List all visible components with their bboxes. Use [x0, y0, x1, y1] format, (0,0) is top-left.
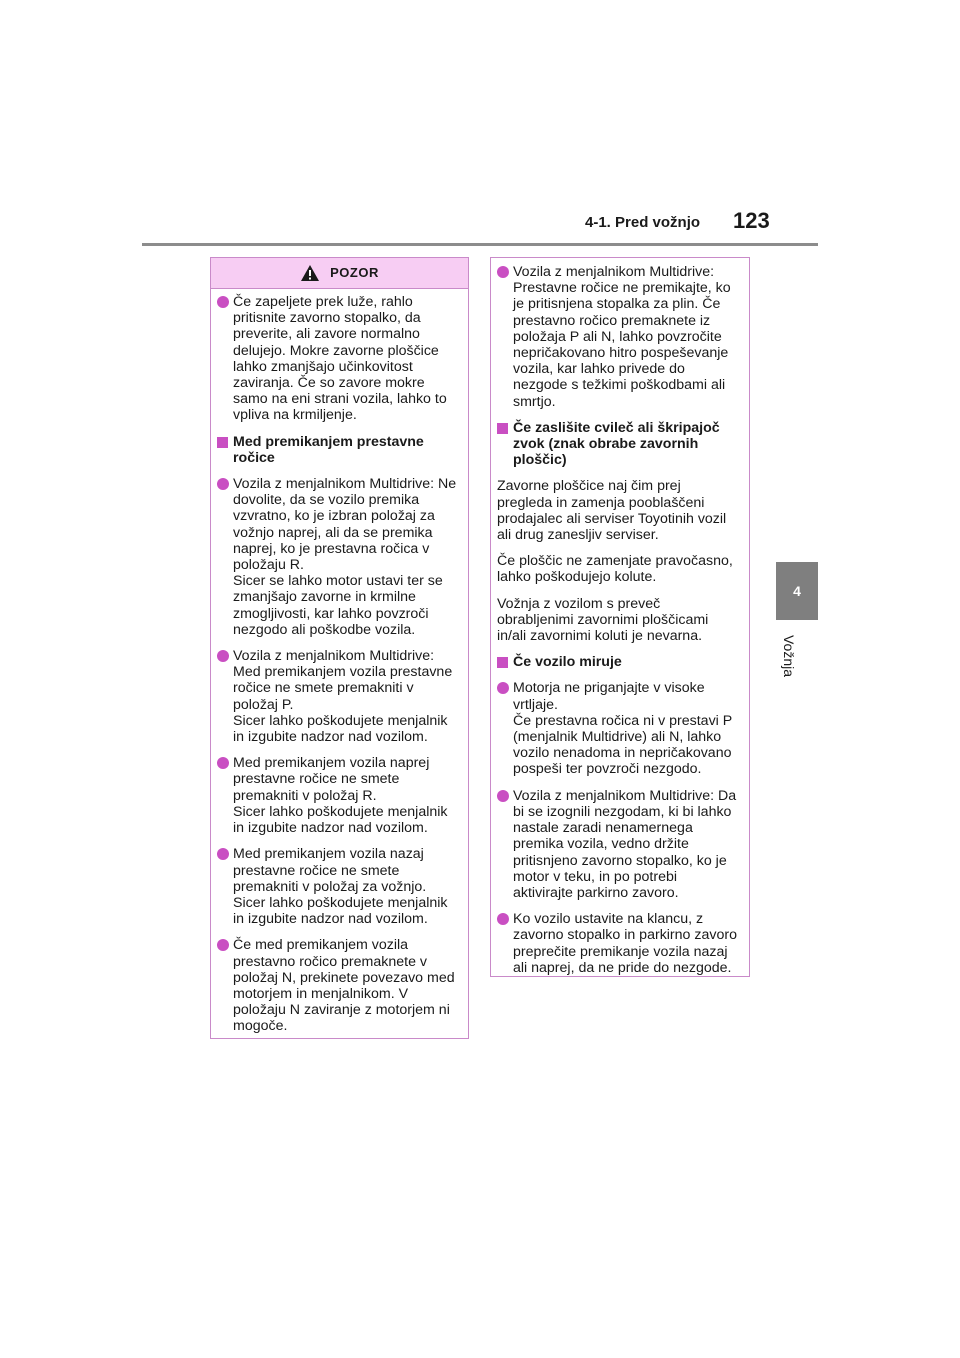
heading-text: Če vozilo miruje: [513, 654, 622, 671]
square-bullet-icon: [217, 437, 228, 448]
list-item: [217, 294, 462, 424]
list-item: [497, 264, 743, 410]
page-number: 123: [733, 208, 770, 233]
chapter-label: Vožnja: [781, 634, 797, 678]
item-text: Če zapeljete prek luže, rahlo pritisnite zavorno stopalko, da preverite, ali zavore normalno delujejo. Mokre zavorne ploščice lahko zmanjšajo učinkovitost zaviranja. Če so zavore mokre samo na eni strani vozila, lahko to vpliva na krmiljenje.: [233, 294, 447, 424]
list-item: [217, 937, 462, 1034]
round-bullet-icon: [217, 478, 229, 490]
list-item: [497, 911, 743, 976]
square-bullet-icon: [497, 657, 508, 668]
list-item: [497, 680, 743, 777]
item-text: Vozila z menjalnikom Multidrive: Da bi se izognili nezgodam, ki bi lahko nastale zaradi nenamernega premika vozila, vedno držite pritisnjeno zavorno stopalko, ko je motor v teku, in po potrebi aktivirajte parkirno zavoro.: [513, 787, 737, 901]
caution-body-left: [211, 289, 468, 1043]
paragraph: Če ploščic ne zamenjate pravočasno, lahko poškodujejo kolute.: [497, 553, 733, 586]
caution-header: [211, 258, 468, 289]
caution-body-right: [491, 258, 749, 984]
round-bullet-icon: [497, 266, 509, 278]
list-item: [217, 846, 462, 927]
header-rule: [142, 243, 818, 246]
round-bullet-icon: [217, 296, 229, 308]
square-bullet-icon: [497, 423, 508, 434]
item-text: Če med premikanjem vozila prestavno ročico premaknete v položaj N, prekinete povezavo med motorjem in menjalnikom. V položaju N zaviranje z motorjem ni mogoče.: [233, 937, 455, 1035]
section-heading: [217, 434, 462, 466]
round-bullet-icon: [497, 913, 509, 925]
round-bullet-icon: [497, 682, 509, 694]
list-item: [217, 476, 462, 638]
item-text: Motorja ne priganjajte v visoke vrtljaje. Če prestavna ročica ni v prestavi P (menjalnik Multidrive) ali N, lahko vozilo nenadoma in nepričakovano pospeši ter povzroči nezgodo.: [513, 680, 733, 778]
round-bullet-icon: [497, 790, 509, 802]
caution-title: POZOR: [330, 264, 379, 280]
page-header-section: 4-1. Pred vožnjo: [585, 214, 701, 231]
list-item: [217, 648, 462, 745]
warning-triangle-icon: [300, 264, 320, 282]
heading-text: Med premikanjem prestavne ročice: [233, 433, 424, 466]
item-text: Vozila z menjalnikom Multidrive: Prestavne ročice ne premikajte, ko je pritisnjena stopalka za plin. Če prestavno ročico premaknete iz položaja P ali N, lahko povzročite nepričakovano hitro pospeševanje vozila, kar lahko privede do nezgode s težkimi poškodbami ali smrtjo.: [513, 264, 731, 410]
item-text: Med premikanjem vozila naprej prestavne ročice ne smete premakniti v položaj R. Sicer lahko poškodujete menjalnik in izgubite nadzor nad vozilom.: [233, 755, 448, 837]
round-bullet-icon: [217, 757, 229, 769]
round-bullet-icon: [217, 650, 229, 662]
chapter-number: 4: [793, 583, 801, 599]
list-item: [497, 788, 743, 901]
paragraph: Zavorne ploščice naj čim prej pregleda in zamenja pooblaščeni prodajalec ali serviser Toyotinih vozil ali drug zanesljiv serviser.: [497, 478, 727, 544]
round-bullet-icon: [217, 939, 229, 951]
caution-box-left: [210, 257, 469, 1039]
item-text: Vozila z menjalnikom Multidrive: Ne dovolite, da se vozilo premika vzvratno, ko je izbran položaj za vožnjo naprej, ali da se premika naprej, ko je prestavna ročica v položaju R. Sicer se lahko motor ustavi ter se zmanjšajo zavorne in krmilne zmogljivosti, kar lahko povzroči nezgodo ali poškodbe vozila.: [233, 476, 457, 638]
list-item: [217, 755, 462, 836]
chapter-tab[interactable]: [776, 562, 818, 620]
item-text: Med premikanjem vozila nazaj prestavne ročice ne smete premakniti v položaj za vožnjo. Sicer lahko poškodujete menjalnik in izgubite nadzor nad vozilom.: [233, 846, 448, 928]
caution-box-right: [490, 257, 750, 977]
heading-text: Če zaslišite cvileč ali škripajoč zvok (znak obrabe zavornih ploščic): [513, 419, 720, 469]
item-text: Ko vozilo ustavite na klancu, z zavorno stopalko in parkirno zavoro preprečite premikanje vozila nazaj ali naprej, da ne pride do nezgode.: [513, 911, 737, 976]
paragraph: Vožnja z vozilom s preveč obrabljenimi zavornimi ploščicami in/ali zavornimi koluti je nevarna.: [497, 595, 709, 645]
round-bullet-icon: [217, 848, 229, 860]
section-heading: [497, 654, 743, 670]
item-text: Vozila z menjalnikom Multidrive: Med premikanjem vozila prestavne ročice ne smete premakniti v položaj P. Sicer lahko poškodujete menjalnik in izgubite nadzor nad vozilom.: [233, 648, 453, 746]
section-heading: [497, 420, 743, 469]
